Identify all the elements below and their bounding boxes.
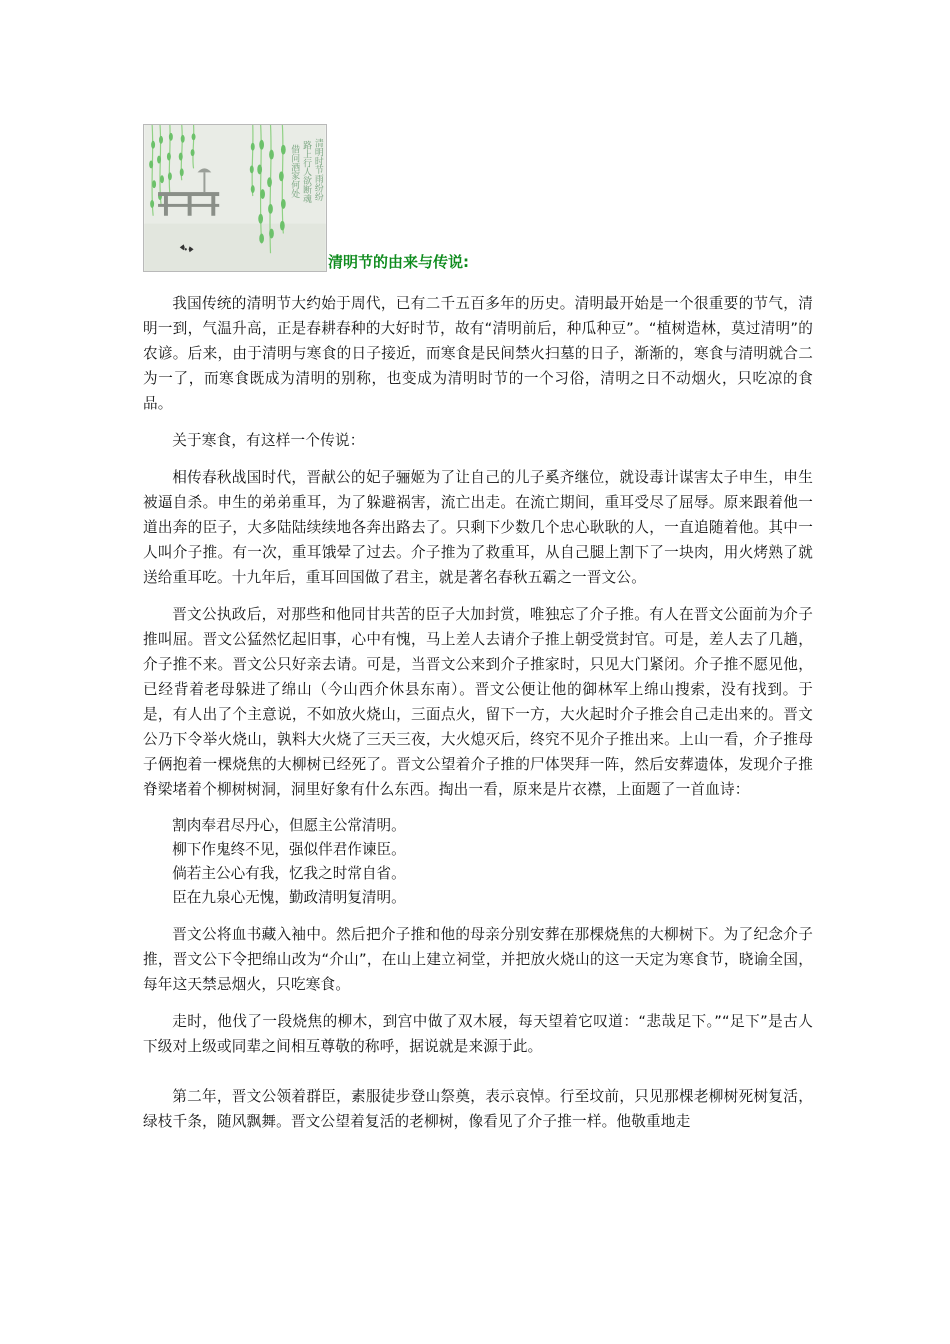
document-page bbox=[143, 124, 813, 1146]
blood-poem bbox=[143, 814, 813, 910]
paragraph-hanshi-festival: 晋文公将血书藏入袖中。然后把介子推和他的母亲分别安葬在那棵烧焦的大柳树下。为了纪念介子推，晋文公下令把绵山改为“介山”，在山上建立祠堂，并把放火烧山的这一天定为寒食节，晓谕全国，每年这天禁忌烟火，只吃寒食。 bbox=[143, 926, 813, 993]
page-title: 清明节的由来与传说: bbox=[328, 253, 469, 271]
article-body bbox=[143, 291, 813, 1134]
svg-text:借问酒家何处: 借问酒家何处 bbox=[289, 144, 300, 198]
poem-line: 倘若主公心有我，忆我之时常自省。 bbox=[172, 865, 406, 882]
paragraph-chong-er: 相传春秋战国时代，晋献公的妃子骊姬为了让自己的儿子奚齐继位，就设毒计谋害太子申生，申生被逼自杀。申生的弟弟重耳，为了躲避祸害，流亡出走。在流亡期间，重耳受尽了屈辱。原来跟着他一道出奔的臣子，大多陆陆续续地各奔出路去了。只剩下少数几个忠心耿耿的人，一直追随着他。其中一人叫介子推。有一次，重耳饿晕了过去。介子推为了救重耳，从自己腿上割下了一块肉，用火烤熟了就送给重耳吃。十九年后，重耳回国做了君主，就是著名春秋五霸之一晋文公。 bbox=[143, 469, 813, 586]
poem-line: 臣在九泉心无愧，勤政清明复清明。 bbox=[172, 889, 406, 906]
svg-text:路上行人欲断魂: 路上行人欲断魂 bbox=[301, 140, 312, 203]
svg-text:清明时节雨纷纷: 清明时节雨纷纷 bbox=[312, 138, 323, 201]
paragraph-origin: 我国传统的清明节大约始于周代，已有二千五百多年的历史。清明最开始是一个很重要的节气，清明一到，气温升高，正是春耕春种的大好时节，故有“清明前后，种瓜种豆”。“植树造林，莫过清明”的农谚。后来，由于清明与寒食的日子接近，而寒食是民间禁火扫墓的日子，渐渐的，寒食与清明就合二为一了，而寒食既成为清明的别称，也变成为清明时节的一个习俗，清明之日不动烟火，只吃凉的食品。 bbox=[143, 295, 813, 412]
paragraph-zu-xia: 走时，他伐了一段烧焦的柳木，到宫中做了双木屐，每天望着它叹道：“悲哉足下。”“足下”是古人下级对上级或同辈之间相互尊敬的称呼，据说就是来源于此。 bbox=[143, 1013, 813, 1055]
header-row bbox=[143, 124, 813, 272]
poem-line: 柳下作鬼终不见，强似伴君作谏臣。 bbox=[172, 841, 406, 858]
paragraph-legend-intro: 关于寒食，有这样一个传说： bbox=[172, 432, 365, 449]
spacer bbox=[143, 1071, 813, 1084]
willow-illustration bbox=[143, 124, 327, 272]
poem-line: 割肉奉君尽丹心，但愿主公常清明。 bbox=[172, 817, 406, 834]
paragraph-jin-wen-gong: 晋文公执政后，对那些和他同甘共苦的臣子大加封赏，唯独忘了介子推。有人在晋文公面前为介子推叫屈。晋文公猛然忆起旧事，心中有愧，马上差人去请介子推上朝受赏封官。可是，差人去了几趟，介子推不来。晋文公只好亲去请。可是，当晋文公来到介子推家时，只见大门紧闭。介子推不愿见他，已经背着老母躲进了绵山（今山西介休县东南）。晋文公便让他的御林军上绵山搜索，没有找到。于是，有人出了个主意说，不如放火烧山，三面点火，留下一方，大火起时介子推会自己走出来的。晋文公乃下令举火烧山，孰料大火烧了三天三夜，大火熄灭后，终究不见介子推出来。上山一看，介子推母子俩抱着一棵烧焦的大柳树已经死了。晋文公望着介子推的尸体哭拜一阵，然后安葬遗体，发现介子推脊梁堵着个柳树树洞，洞里好象有什么东西。掏出一看，原来是片衣襟，上面题了一首血诗： bbox=[143, 606, 813, 798]
paragraph-second-year: 第二年，晋文公领着群臣，素服徒步登山祭奠，表示哀悼。行至坟前，只见那棵老柳树死树复活，绿枝千条，随风飘舞。晋文公望着复活的老柳树，像看见了介子推一样。他敬重地走 bbox=[143, 1088, 813, 1130]
